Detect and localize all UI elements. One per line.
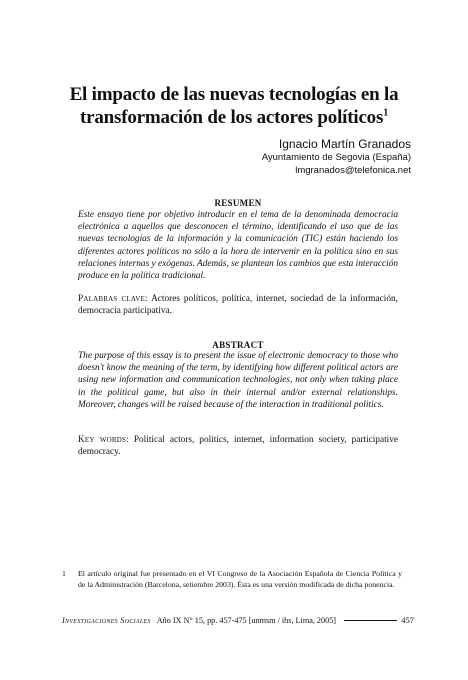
journal-issue: Año IX N° 15, pp. 457-475 [unmsm / ihs, Lima, 2005]: [156, 616, 337, 625]
abstract-keywords-label: Key words:: [78, 435, 129, 445]
resumen-keywords: [78, 293, 398, 317]
footnote-text: El artículo original fue presentado en el VI Congreso de la Asociación Española de Ciencia Política y de la Administración (Barcelona, setiembre 2003). Ésta es una versión modificada de dicha ponencia.: [78, 569, 402, 589]
abstract-heading: ABSTRACT: [212, 340, 264, 350]
article-title: [60, 83, 408, 129]
page-number: 457: [401, 615, 414, 625]
author-block: [262, 136, 411, 177]
title-footnote-marker[interactable]: 1: [383, 107, 388, 119]
page-footer: [62, 615, 414, 626]
resumen-keywords-label: Palabras clave:: [78, 294, 148, 304]
resumen-keywords-text: Actores políticos, política, internet, sociedad de la información, democracia participativa.: [78, 294, 398, 317]
article-title-text: El impacto de las nuevas tecnologías en la transformación de los actores políticos: [69, 84, 399, 128]
abstract-keywords: [78, 434, 398, 458]
footer-rule: [344, 620, 397, 621]
footnote-number: 1: [62, 569, 66, 578]
author-email[interactable]: lmgranados@telefonica.net: [295, 164, 411, 176]
author-name: Ignacio Martín Granados: [278, 137, 411, 151]
resumen-text: Este ensayo tiene por objetivo introducir en el tema de la denominada democracia electrónica a aquellos que desconocen el término, identificando el uso que de las nuevas tecnologías de la información y la comunicación (TIC) están haciendo los diferentes actores políticos no sólo a la hora de intervenir en la política sino en sus relaciones internas y exógenas. Además, se plantean los cambios que esta interacción produce en la política tradicional.: [78, 210, 398, 282]
author-affiliation: Ayuntamiento de Segovia (España): [261, 152, 411, 163]
footnote: [62, 569, 402, 590]
abstract-text: The purpose of this essay is to present the issue of electronic democracy to those who doesn't know the meaning of the term, by identifying how different political actors are using new information and communication technologies, not only when taking place in the political game, but also in their internal and/or external relationships. Moreover, changes will be raised because of the interaction in traditional politics.: [78, 351, 398, 410]
resumen-heading: RESUMEN: [214, 198, 262, 208]
journal-name: Investigaciones Sociales: [62, 616, 151, 625]
abstract-keywords-text: Political actors, politics, internet, information society, participative democracy.: [78, 435, 399, 458]
